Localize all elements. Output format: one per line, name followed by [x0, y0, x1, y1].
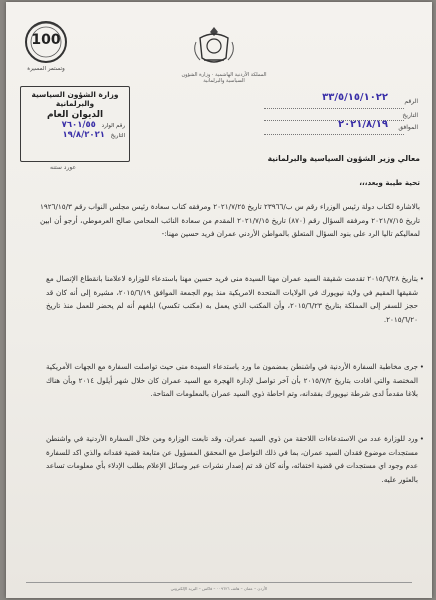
hijri-label: الموافق — [398, 124, 418, 131]
footer-contact: الأردن – عمان – هاتف ٠٠٩٦٢٦ – فاكس – البريد الإلكتروني — [170, 586, 268, 591]
list-item-3: • ورد للوزارة عدد من الاستدعاءات اللاحقة من ذوي السيد عمران، وقد تابعت الوزارة ومن خلال السفارة الأردنية في واشنطن مستجدات موضوع فقدان السيد عمران، بما في ذلك التواصل مع المحقق المسؤول عن متابعة قضية فقدانه والذي اكد للسفارة عدم وجود اي مستجدات في قضية اختفائه، وأنه كان قد تم إصدار نشرات عبر وسائل الإعلام بطلب الإدلاء بأي معلومات تساعد بالعثور عليه. — [46, 432, 418, 486]
date-value: ٢٠٢١/٨/١٩ — [337, 119, 388, 130]
stamp-incoming-label: رقم الوارد — [101, 123, 125, 129]
addressee: معالي وزير الشؤون السياسية والبرلمانية — [267, 154, 420, 163]
list-item-1: • بتاريخ ٢٠١٥/٦/٢٨ تقدمت شقيقة السيد عمران مهنا السيدة منى فريد حسين مهنا باستدعاء للوزارة لاعلامنا بانقطاع الإتصال مع شقيقها المقيم في ولاية نيويورك في الولايات المتحدة الامريكية منذ يوم الجمعة الموافق ٢٠١٥/٦/١٩، مشيرة إلى أنه كان قد حجز للسفر إلى المملكة بتاريخ ٢٠١٥/٦/٢٣، وأن المكتب الذي يعمل به (مكتب تكسي) ابلغهم أنه لم يحضر للعمل منذ تاريخ ٢٠١٥/٦/٢٠. — [46, 272, 418, 326]
greeting: تحية طيبة وبعد،،، — [359, 178, 420, 187]
footer-divider — [26, 582, 412, 583]
stamp-date-label: التاريخ — [110, 133, 125, 139]
stamp-incoming-row — [21, 120, 129, 130]
incoming-stamp — [20, 86, 130, 162]
stamp-department: الديوان العام — [46, 110, 104, 120]
letter-page — [6, 2, 432, 598]
intro-paragraph: بالاشارة لكتاب دولة رئيس الوزراء رقم س ب/٢٣٩٦٦ تاريخ ٢٠٢١/٧/٢٥ ومرفقه كتاب سعادة رئيس مجلس النواب رقم ١٩٢٦/١٥/٣ تاريخ ٢٠٢١/٧/١٥ ومرفقه السؤال رقم (٨٧٠) تاريخ ٢٠٢١/٧/١٥ المقدم من سعادة النائب المحامي صالح العرموطي، أرجو أن ابين لمعاليكم تاليا الرد على بنود السؤال المتعلق بالمواطن الأردني عمران فريد حسين مهنا:- — [40, 202, 420, 239]
centenary-caption: وتستمر المسيرة — [27, 66, 65, 72]
coat-of-arms-icon — [192, 24, 236, 68]
ref-value: ٣٣/٥/١٥/١٠٢٢ — [322, 92, 388, 103]
date-label: التاريخ — [402, 112, 418, 119]
stamp-date-value: ١٩/٨/٢٠٢١ — [62, 130, 105, 140]
stamp-ministry: وزارة الشؤون السياسية والبرلمانية — [31, 90, 119, 108]
centenary-logo — [20, 18, 72, 78]
handwritten-annotation: عورد ستنه — [50, 164, 77, 171]
hijri-line — [264, 134, 404, 135]
stamp-incoming-value: ٧٦٠١/٥٥ — [61, 120, 96, 130]
list-item-2: • جرى مخاطبة السفارة الأردنية في واشنطن بمضمون ما ورد باستدعاء السيدة منى حيث تواصلت السفارة مع الجهات الأمريكية المختصة والتي افادت بتاريخ ٢٠١٥/٧/٢ بأن آخر تواصل لإدارة الهجرة مع السيد عمران كان خلال شهر أيلول ٢٠١٤ وبأن هناك بلاغا مقدماً لدى شرطة نيويورك بفقدانه، وتم احاطة ذوي السيد عمران بالمعلومات المتاحة. — [46, 360, 418, 401]
stamp-date-row — [21, 130, 129, 140]
ref-label: الرقم — [404, 98, 418, 105]
centenary-number: 100 — [31, 32, 61, 48]
ref-line — [264, 108, 404, 109]
letterhead-caption: المملكة الأردنية الهاشمية · وزارة الشؤون السياسية والبرلمانية — [181, 72, 267, 84]
